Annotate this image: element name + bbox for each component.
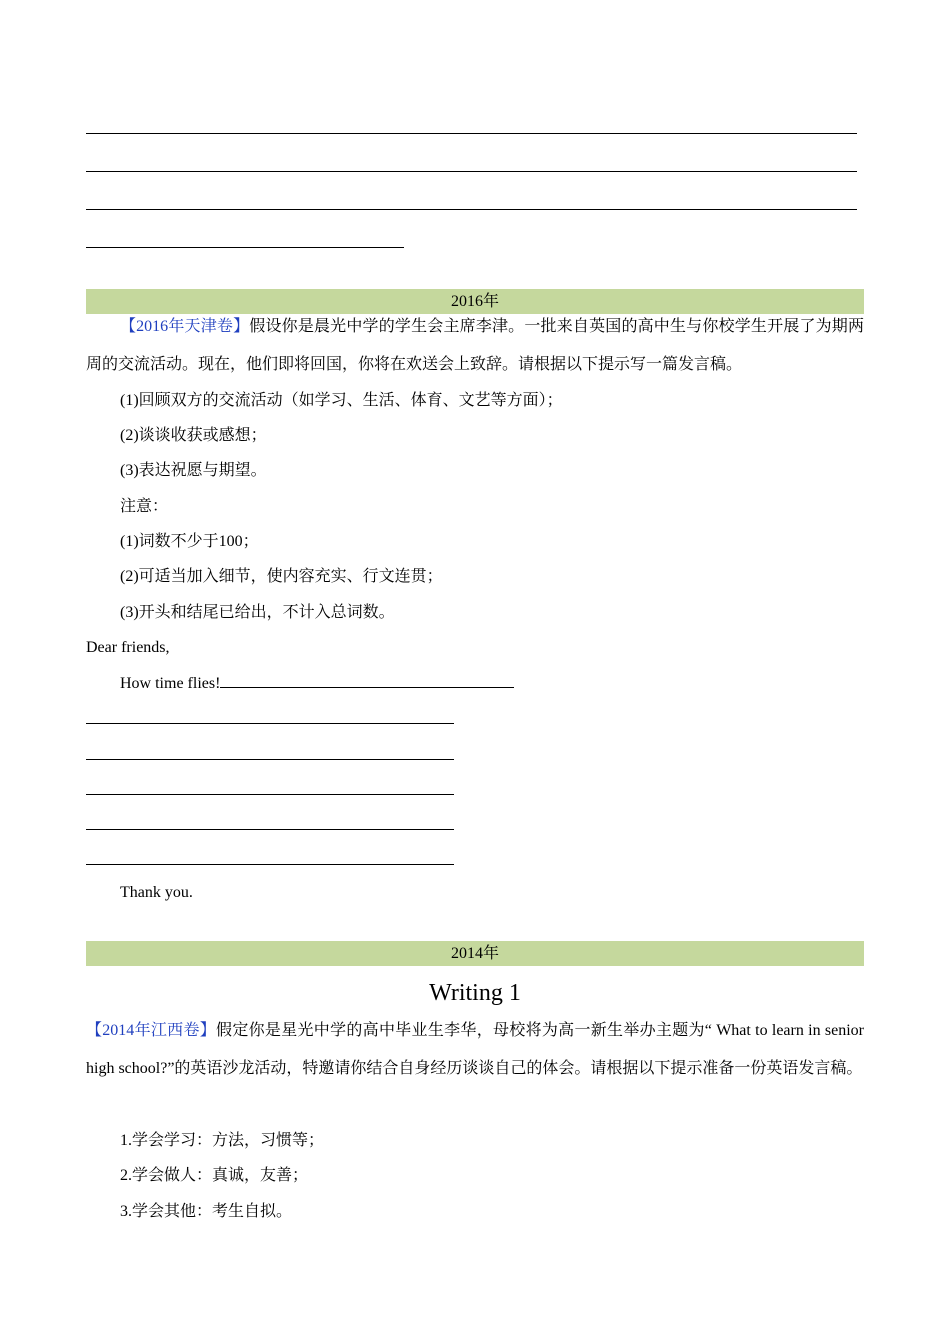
answer-blank <box>220 673 514 688</box>
opening-line <box>120 673 864 694</box>
hint-item: 1.学会学习：方法，习惯等； <box>120 1132 325 1149</box>
answer-line <box>86 133 857 134</box>
prompt-text: 假设你是晨光中学的学生会主席李津。一批来自英国的高中生与你校学生开展了为期两周的交流活动。现在，他们即将回国，你将在欢送会上致辞。请根据以下提示写一篇发言稿。 <box>86 318 864 373</box>
note-item: (2)可适当加入细节，使内容充实、行文连贯； <box>120 568 443 585</box>
hint-item: (2)谈谈收获或感想； <box>120 427 267 444</box>
year-header-2014 <box>86 941 864 966</box>
greeting: Dear friends, <box>86 639 170 656</box>
answer-line <box>86 829 454 830</box>
answer-line <box>86 171 857 172</box>
answer-line <box>86 759 454 760</box>
answer-line <box>86 723 454 724</box>
prompt-2014 <box>86 1012 864 1088</box>
prompt-text: 假定你是星光中学的高中毕业生李华，母校将为高一新生举办主题为“ What to learn in senior high school?”的英语沙龙活动，特邀请你结合自身经历谈谈自己的体会。请根据以下提示准备一份英语发言稿。 <box>86 1022 864 1077</box>
year-label: 2016年 <box>450 293 499 310</box>
note-item: (3)开头和结尾已给出，不计入总词数。 <box>120 604 395 621</box>
source-tag: 【2014年江西卷】 <box>86 1022 217 1039</box>
source-tag: 【2016年天津卷】 <box>120 318 250 335</box>
closing: Thank you. <box>120 884 193 901</box>
note-item: (1)词数不少于100； <box>120 533 259 550</box>
prompt-2016 <box>86 308 864 384</box>
hint-item: (1)回顾双方的交流活动（如学习、生活、体育、文艺等方面）； <box>120 392 563 409</box>
note-label: 注意： <box>120 498 169 515</box>
year-label: 2014年 <box>450 945 499 962</box>
hint-item: 3.学会其他：考生自拟。 <box>120 1203 293 1220</box>
hint-item: (3)表达祝愿与期望。 <box>120 462 267 479</box>
hint-item: 2.学会做人：真诚，友善； <box>120 1167 309 1184</box>
answer-line <box>86 794 454 795</box>
answer-line <box>86 209 857 210</box>
section-title: Writing 1 <box>429 980 521 1006</box>
opening-text: How time flies! <box>120 675 221 692</box>
answer-line <box>86 864 454 865</box>
answer-line <box>86 247 404 248</box>
